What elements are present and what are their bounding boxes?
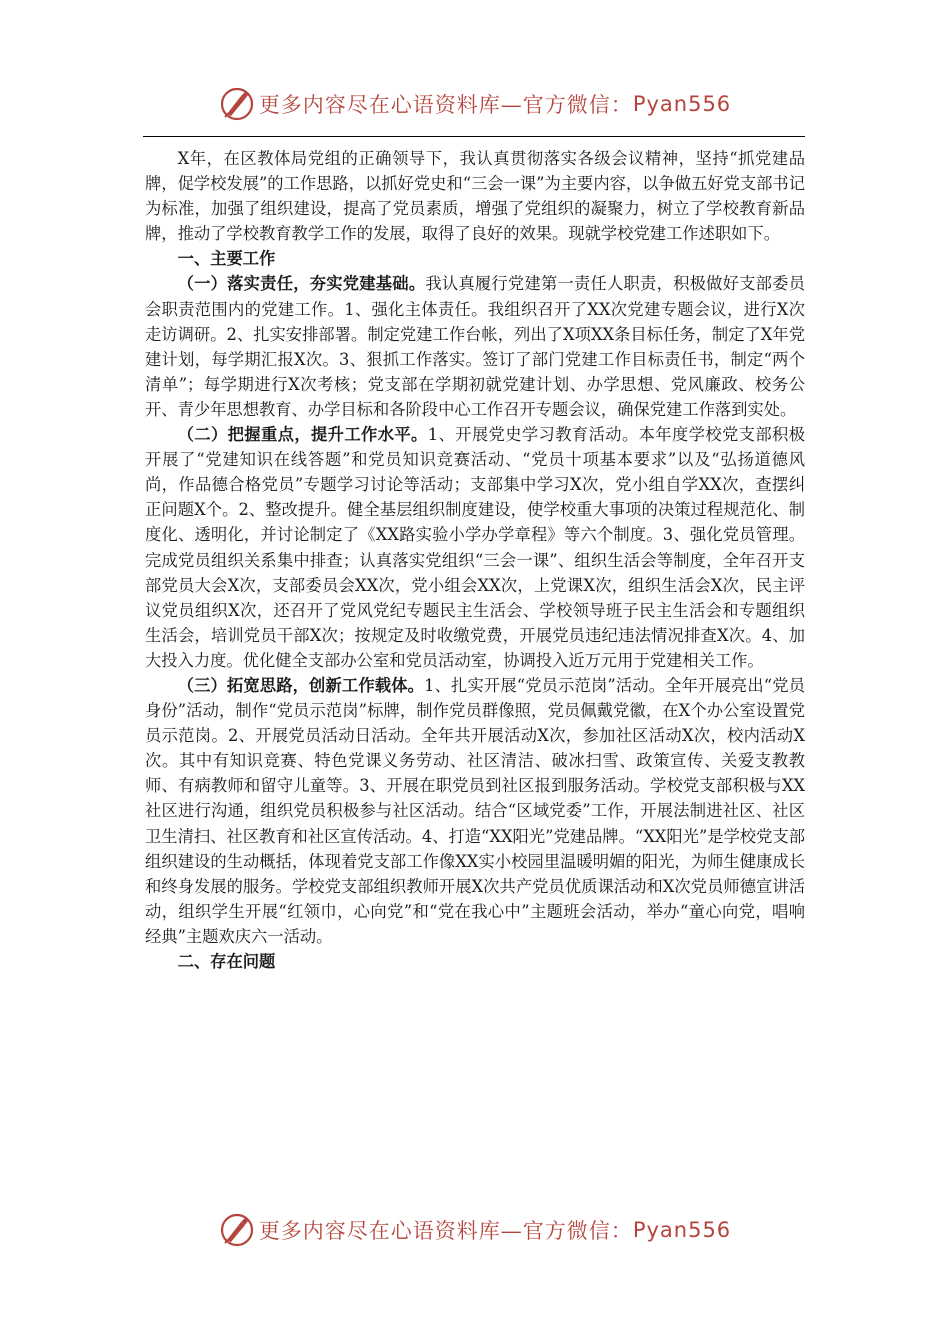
section-heading-problems: 二、存在问题 (177, 952, 276, 971)
paragraph-text: 我认真履行党建第一责任人职责，积极做好支部委员会职责范围内的党建工作。1、强化主体责任。我组织召开了XX次党建专题会议，进行X次走访调研。2、扎实安排部署。制定党建工作台帐，列出了X项XX条目标任务，制定了X年党建计划，每学期汇报X次。3、狠抓工作落实。签订了部门党建工作目标责任书，制定“两个清单”；每学期进行X次考核；党支部在学期初就党建计划、办学思想、党风廉政、校务公开、青少年思想教育、办学目标和各阶段中心工作召开专题会议，确保党建工作落到实处。 (145, 274, 805, 419)
paragraph-focus (145, 422, 805, 673)
paragraph-innovation (145, 673, 805, 949)
paragraph-lead: （一）落实责任，夯实党建基础。 (177, 274, 426, 294)
pen-logo-icon (219, 1212, 255, 1248)
header-divider (143, 136, 805, 137)
banner-text: 更多内容尽在心语资料库—官方微信： (258, 93, 633, 117)
section-heading-main-work: 一、主要工作 (177, 249, 276, 269)
paragraph-lead: （二）把握重点，提升工作水平。 (177, 425, 428, 445)
wechat-id: Pyan556 (632, 1218, 732, 1242)
paragraph-responsibility (145, 271, 805, 422)
pen-logo-icon (219, 86, 255, 122)
banner-text: 更多内容尽在心语资料库—官方微信： (258, 1219, 633, 1243)
footer-watermark-banner (0, 1210, 950, 1250)
wechat-id: Pyan556 (632, 92, 732, 116)
intro-paragraph: X年，在区教体局党组的正确领导下，我认真贯彻落实各级会议精神，坚持“抓党建品牌，促学校发展”的工作思路，以抓好党史和“三会一课”为主要内容，以争做五好党支部书记为标准，加强了组织建设，提高了党员素质，增强了党组织的凝聚力，树立了学校教育新品牌，推动了学校教育教学工作的发展，取得了良好的效果。现就学校党建工作述职如下。 (145, 149, 805, 244)
paragraph-text: 1、开展党史学习教育活动。本年度学校党支部积极开展了“党建知识在线答题”和党员知识竞赛活动、“党员十项基本要求”以及“弘扬道德风尚，作品德合格党员”专题学习讨论等活动；支部集中学习X次，党小组自学XX次，查摆纠正问题X个。2、整改提升。健全基层组织制度建设，使学校重大事项的决策过程规范化、制度化、透明化，并讨论制定了《XX路实验小学办学章程》等六个制度。3、强化党员管理。完成党员组织关系集中排查；认真落实党组织“三会一课”、组织生活会等制度，全年召开支部党员大会X次，支部委员会XX次，党小组会XX次，上党课X次，组织生活会X次，民主评议党员组织X次，还召开了党风党纪专题民主生活会、学校领导班子民主生活会和专题组织生活会，培训党员干部X次；按规定及时收缴党费，开展党员违纪违法情况排查X次。4、加大投入力度。优化健全支部办公室和党员活动室，协调投入近万元用于党建相关工作。 (145, 425, 805, 670)
header-watermark-banner (0, 84, 950, 124)
document-body (145, 146, 805, 974)
paragraph-text: 1、扎实开展“党员示范岗”活动。全年开展亮出“党员身份”活动，制作“党员示范岗”标牌，制作党员群像照，党员佩戴党徽，在X个办公室设置党员示范岗。2、开展党员活动日活动。全年共开展活动X次，参加社区活动X次，校内活动X次。其中有知识竞赛、特色党课义务劳动、社区清洁、破冰扫雪、政策宣传、关爱支教教师、有病教师和留守儿童等。3、开展在职党员到社区报到服务活动。学校党支部积极与XX社区进行沟通，组织党员积极参与社区活动。结合“区域党委”工作，开展法制进社区、社区卫生清扫、社区教育和社区宣传活动。4、打造“XX阳光”党建品牌。“XX阳光”是学校党支部组织建设的生动概括，体现着党支部工作像XX实小校园里温暖明媚的阳光，为师生健康成长和终身发展的服务。学校党支部组织教师开展X次共产党员优质课活动和X次党员师德宣讲活动，组织学生开展“红领巾，心向党”和“党在我心中”主题班会活动，举办“童心向党，唱响经典”主题欢庆六一活动。 (145, 675, 805, 946)
paragraph-lead: （三）拓宽思路，创新工作载体。 (177, 675, 425, 695)
